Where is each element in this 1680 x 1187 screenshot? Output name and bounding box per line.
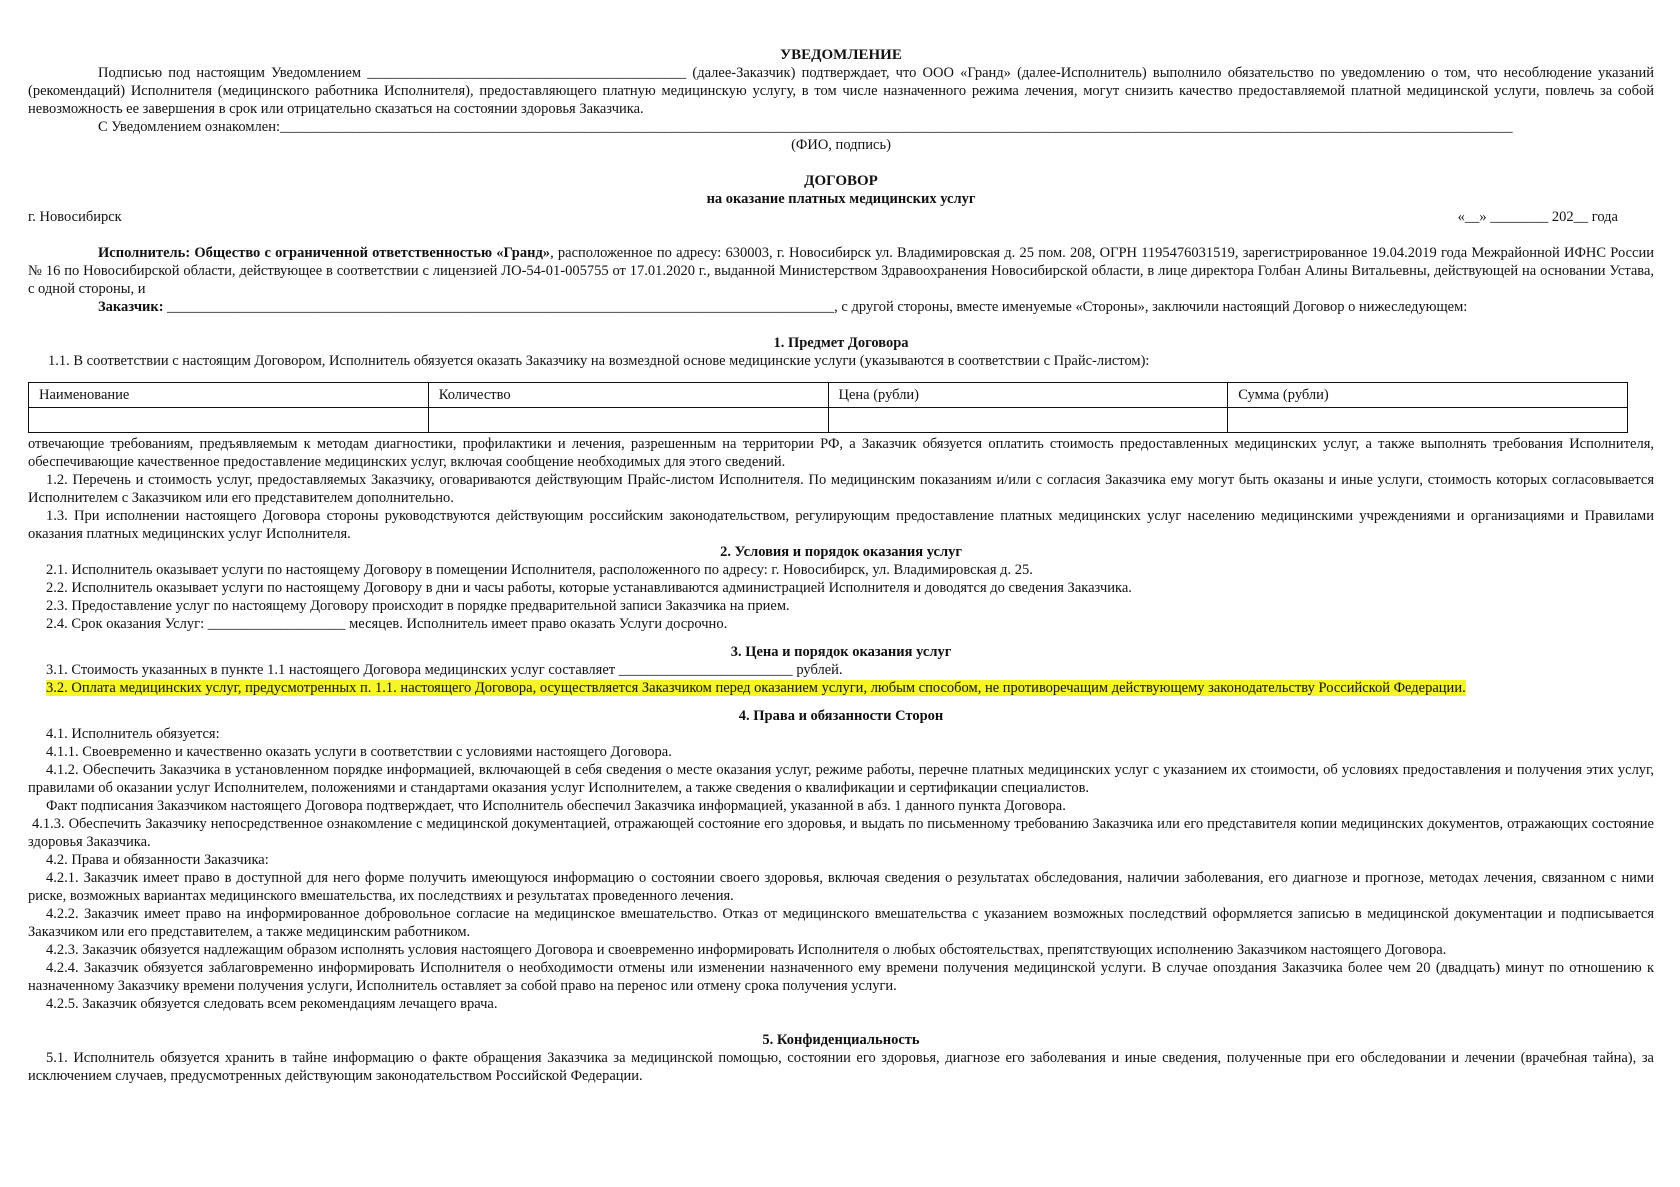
clause-2-1: 2.1. Исполнитель оказывает услуги по настоящему Договору в помещении Исполнителя, расположенного по адресу: г. Новосибирск, ул. Владимировская д. 25. (46, 562, 1033, 578)
clause-5-1: 5.1. Исполнитель обязуется хранить в тайне информацию о факте обращения Заказчика за медицинской помощью, состоянии его здоровья, диагнозе его заболевания и иные сведения, полученные при его обследовании и лечении (врачебная тайна), за исключением случаев, предусмотренных действующим законодательством Российской Федерации. (28, 1050, 1654, 1084)
clause-3-2 (28, 679, 1654, 697)
section-3-heading: 3. Цена и порядок оказания услуг (730, 644, 952, 660)
clause-4-2-3: 4.2.3. Заказчик обязуется надлежащим образом исполнять условия настоящего Договора и своевременно информировать Исполнителя о любых обстоятельствах, препятствующих исполнению Заказчиком настоящего Договора. (46, 942, 1447, 958)
executor-paragraph (28, 244, 1654, 298)
services-table (28, 382, 1628, 433)
header-quantity: Количество (428, 383, 828, 408)
customer-paragraph (28, 298, 1654, 316)
clause-2-3: 2.3. Предоставление услуг по настоящему Договору происходит в порядке предварительной записи Заказчика на прием. (46, 598, 790, 614)
clause-4-1: 4.1. Исполнитель обязуется: (46, 726, 220, 742)
clause-2-2: 2.2. Исполнитель оказывает услуги по настоящему Договору в дни и часы работы, которые устанавливаются администрацией Исполнителя и доводятся до сведения Заказчика. (46, 580, 1132, 596)
clause-4-1-3: 4.1.3. Обеспечить Заказчику непосредственное ознакомление с медицинской документацией, отражающей состояние его здоровья, и выдать по письменному требованию Заказчика или его представителя копии медицинских документов, отражающих состояние здоровья Заказчика. (28, 816, 1654, 850)
contract-subtitle: на оказание платных медицинских услуг (706, 191, 976, 207)
notice-acknowledgement: С Уведомлением ознакомлен:__________________________________________________________________________________________________________________________________________________________________________ (98, 119, 1513, 135)
clause-1-3: 1.3. При исполнении настоящего Договора стороны руководствуются действующим российским законодательством, регулирующим предоставление платных медицинских услуг населению медицинскими учреждениями и организациями и Правилами оказания платных медицинских услуг Исполнителя. (28, 508, 1654, 542)
table-cell[interactable] (828, 408, 1228, 433)
section-5-heading: 5. Конфиденциальность (762, 1032, 920, 1048)
customer-label: Заказчик: (98, 299, 164, 315)
notice-paragraph: Подписью под настоящим Уведомлением ____________________________________________ (далее-Заказчик) подтверждает, что ООО «Гранд» (далее-Исполнитель) выполнило обязательство по уведомлению о том, что несоблюдение указаний (рекомендаций) Исполнителя (медицинского работника Исполнителя), предоставляющего платную медицинскую услугу, в том числе назначенного режима лечения, могут снизить качество предоставляемой платной медицинской услуги, повлечь за собой невозможность ее завершения в срок или отрицательно сказаться на состоянии здоровья Заказчика. (28, 65, 1654, 117)
section-1-heading: 1. Предмет Договора (773, 335, 909, 351)
header-sum: Сумма (рубли) (1228, 383, 1628, 408)
highlighted-clause: 3.2. Оплата медицинских услуг, предусмотренных п. 1.1. настоящего Договора, осуществляется Заказчиком перед оказанием услуги, любым способом, не противоречащим действующему законодательству Российской Федерации. (46, 680, 1466, 696)
clause-4-1-2: 4.1.2. Обеспечить Заказчика в установленном порядке информацией, включающей в себя сведения о месте оказания услуг, режиме работы, перечне платных медицинских услуг с указанием их стоимости, об условиях предоставления и получения этих услуг, правилами об оказании услуг Исполнителем, положениями и стандартами оказания услуг Исполнителем, а также сведения о квалификации и сертификации специалистов. (28, 762, 1654, 796)
notice-title: УВЕДОМЛЕНИЕ (780, 47, 902, 63)
header-price: Цена (рубли) (828, 383, 1228, 408)
clause-4-2-2: 4.2.2. Заказчик имеет право на информированное добровольное согласие на медицинское вмешательство. Отказ от медицинского вмешательства с указанием возможных последствий оформляется записью в медицинской документации и подписывается Заказчиком или его представителем, а также медицинским работником. (28, 906, 1654, 940)
clause-1-1-continued: отвечающие требованиям, предъявляемым к методам диагностики, профилактики и лечения, разрешенным на территории РФ, а Заказчик обязуется оплатить стоимость предоставленных медицинских услуг, а также выполнять требования Исполнителя, обеспечивающие качественное предоставление медицинских услуг, включая сообщение необходимых для этого сведений. (28, 436, 1654, 470)
clause-1-1: 1.1. В соответствии с настоящим Договором, Исполнитель обязуется оказать Заказчику на возмездной основе медицинские услуги (указываются в соответствии с Прайс-листом): (48, 353, 1150, 369)
clause-4-1-1: 4.1.1. Своевременно и качественно оказать услуги в соответствии с условиями настоящего Договора. (46, 744, 672, 760)
clause-3-1: 3.1. Стоимость указанных в пункте 1.1 настоящего Договора медицинских услуг составляет ________________________ рублей. (46, 662, 843, 678)
contract-date: «__» ________ 202__ года (1457, 209, 1618, 225)
table-cell[interactable] (29, 408, 429, 433)
document-body (28, 46, 1654, 1085)
table-header-row (29, 383, 1628, 408)
signature-caption: (ФИО, подпись) (791, 137, 891, 153)
section-2-heading: 2. Условия и порядок оказания услуг (720, 544, 962, 560)
executor-text: , расположенное по адресу: 630003, г. Новосибирск ул. Владимировская д. 25 пом. 208, ОГРН 1195476031519, зарегистрированное 19.04.2019 года Межрайонной ИФНС России № 16 по Новосибирской области, действующее в соответствии с лицензией ЛО-54-01-005755 от 17.01.2020 г., выданной Министерством Здравоохранения Новосибирской области, в лице директора Голбан Алины Витальевны, действующей на основании Устава, с одной стороны, и (28, 245, 1654, 297)
clause-4-2-1: 4.2.1. Заказчик имеет право в доступной для него форме получить имеющуюся информацию о состоянии своего здоровья, включая сведения о результатах обследования, наличии заболевания, его диагнозе и прогнозе, методах лечения, связанном с ними риске, возможных вариантах медицинского вмешательства, их последствиях и результатах проведенного лечения. (28, 870, 1654, 904)
clause-4-2-4: 4.2.4. Заказчик обязуется заблаговременно информировать Исполнителя о необходимости отмены или изменении назначенного ему времени получения медицинской услуги. В случае опоздания Заказчика более чем 20 (двадцать) минут по отношению к назначенному Заказчику времени получения услуги, Исполнитель оставляет за собой право на перенос или отмену срока получения услуги. (28, 960, 1654, 994)
city-date-row (28, 208, 1654, 226)
contract-city: г. Новосибирск (28, 209, 122, 225)
contract-title: ДОГОВОР (804, 173, 878, 189)
executor-label: Исполнитель: Общество с ограниченной ответственностью «Гранд» (98, 245, 551, 261)
clause-4-2-5: 4.2.5. Заказчик обязуется следовать всем рекомендациям лечащего врача. (46, 996, 498, 1012)
customer-text: ____________________________________________________________________________________________, с другой стороны, вместе именуемые «Стороны», заключили настоящий Договор о нижеследующем: (163, 299, 1468, 315)
table-cell[interactable] (428, 408, 828, 433)
section-4-heading: 4. Права и обязанности Сторон (738, 708, 944, 724)
clause-2-4: 2.4. Срок оказания Услуг: ___________________ месяцев. Исполнитель имеет право оказать Услуги досрочно. (46, 616, 728, 632)
clause-4-fact: Факт подписания Заказчиком настоящего Договора подтверждает, что Исполнитель обеспечил Заказчика информацией, указанной в абз. 1 данного пункта Договора. (46, 798, 1066, 814)
table-cell[interactable] (1228, 408, 1628, 433)
table-row (29, 408, 1628, 433)
clause-4-2: 4.2. Права и обязанности Заказчика: (46, 852, 269, 868)
clause-1-2: 1.2. Перечень и стоимость услуг, предоставляемых Заказчику, оговариваются действующим Прайс-листом Исполнителя. По медицинским показаниям и/или с согласия Заказчика ему могут быть оказаны и иные услуги, стоимость которых согласовывается Исполнителем с Заказчиком или его представителем дополнительно. (28, 472, 1654, 506)
header-name: Наименование (29, 383, 429, 408)
